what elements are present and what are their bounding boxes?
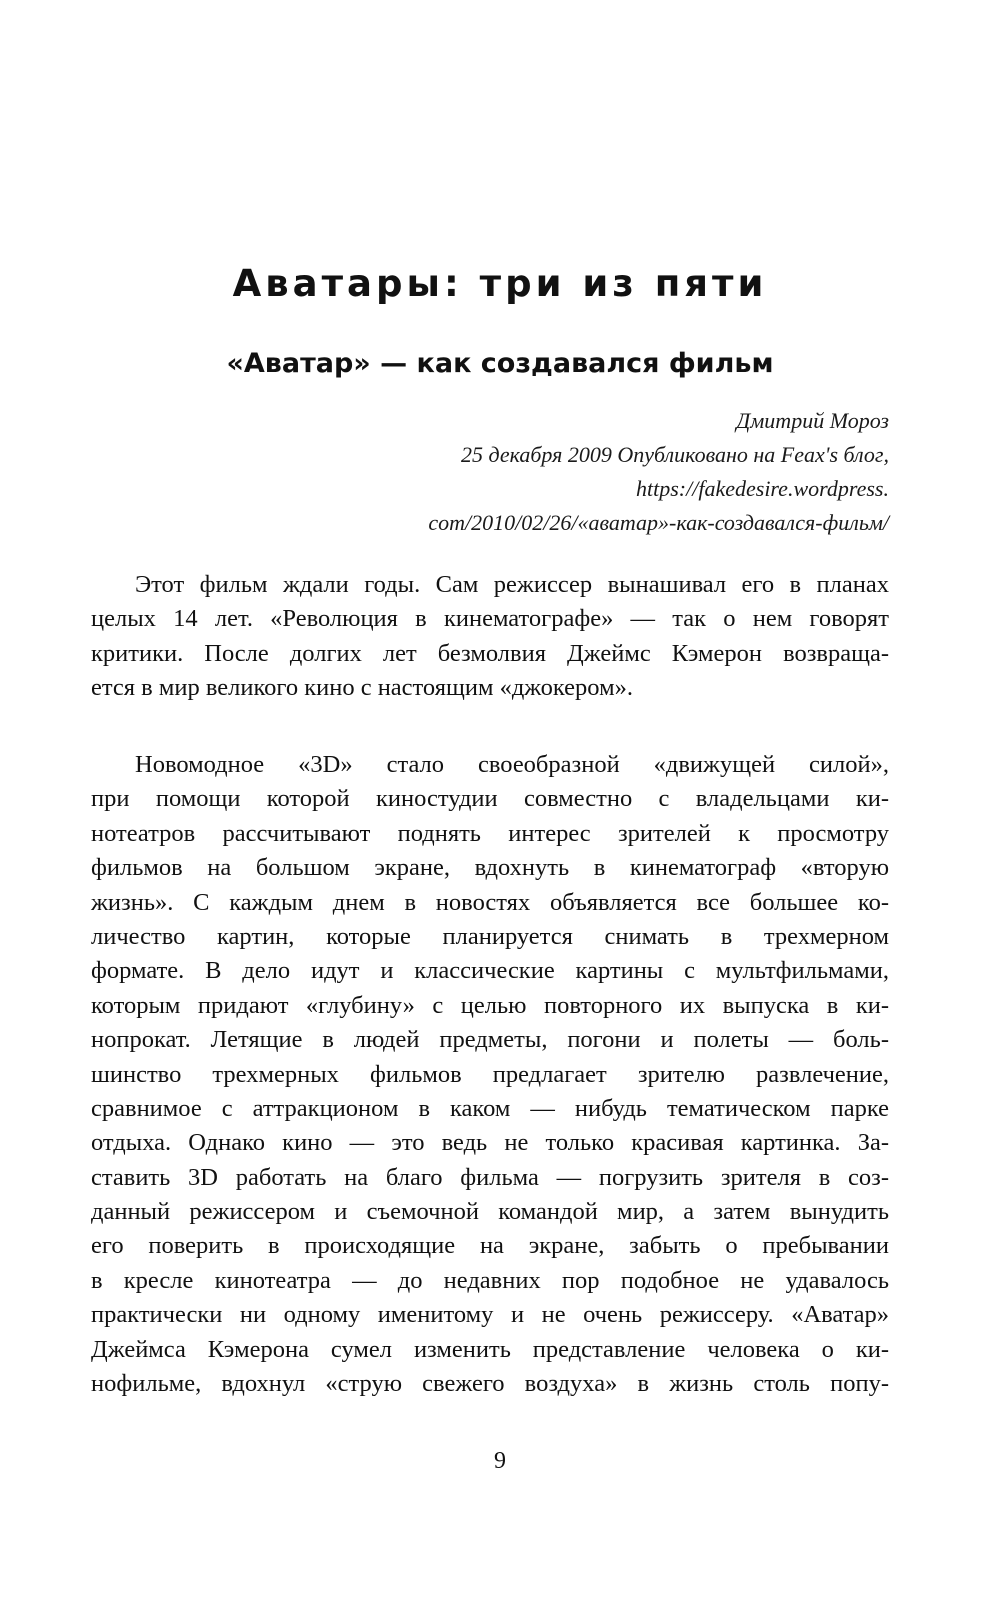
text-line: жизнь». С каждым днем в новостях объявляется все большее ко- xyxy=(91,888,889,916)
text-line: при помощи которой киностудии совместно с владельцами ки- xyxy=(91,785,889,813)
text-line: сравнимое с аттракционом в каком — нибудь тематическом парке xyxy=(91,1094,889,1122)
paragraph-2 xyxy=(91,748,889,1401)
section-title: «Аватар» — как создавался фильм xyxy=(226,348,774,379)
author-name: Дмитрий Мороз xyxy=(736,408,889,433)
text-line: отдыха. Однако кино — это ведь не только красивая картинка. За- xyxy=(91,1129,889,1157)
text-line: Этот фильм ждали годы. Сам режиссер вынашивал его в планах xyxy=(135,571,889,598)
text-line: Новомодное «3D» стало своеобразной «движущей силой», xyxy=(135,751,889,778)
text-line: шинство трехмерных фильмов предлагает зрителю развлечение, xyxy=(91,1060,889,1088)
text-line: ставить 3D работать на благо фильма — погрузить зрителя в соз- xyxy=(91,1163,889,1191)
byline xyxy=(189,404,889,540)
text-line: целых 14 лет. «Революция в кинематографе» — так о нем говорят xyxy=(91,605,889,633)
source-url-line-2: com/2010/02/26/«аватар»-как-создавался-фильм/ xyxy=(428,510,889,535)
chapter-title: Аватары: три из пяти xyxy=(232,262,768,305)
text-line: в кресле кинотеатра — до недавних пор подобное не удавалось xyxy=(91,1266,889,1294)
publication-info: 25 декабря 2009 Опубликовано на Feax's блог, xyxy=(460,442,889,467)
text-line: нотеатров рассчитывают поднять интерес зрителей к просмотру xyxy=(91,819,889,847)
paragraph-1 xyxy=(91,568,889,706)
text-line: его поверить в происходящие на экране, забыть о пребывании xyxy=(91,1232,889,1260)
text-line: нофильме, вдохнул «струю свежего воздуха» в жизнь столь попу- xyxy=(91,1370,889,1398)
text-line: личество картин, которые планируется снимать в трехмерном xyxy=(91,922,889,950)
text-line: формате. В дело идут и классические картины с мультфильмами, xyxy=(91,957,889,985)
text-line: ется в мир великого кино с настоящим «джокером». xyxy=(91,674,633,702)
text-line: фильмов на большом экране, вдохнуть в кинематограф «вторую xyxy=(91,854,889,882)
text-line: критики. После долгих лет безмолвия Джеймс Кэмерон возвраща- xyxy=(91,639,889,667)
page-number: 9 xyxy=(494,1448,506,1474)
text-line: практически ни одному именитому и не очень режиссеру. «Аватар» xyxy=(91,1301,889,1329)
text-line: нопрокат. Летящие в людей предметы, погони и полеты — боль- xyxy=(91,1026,889,1054)
text-line: данный режиссером и съемочной командой мир, а затем вынудить xyxy=(91,1198,889,1226)
text-line: Джеймса Кэмерона сумел изменить представление человека о ки- xyxy=(91,1335,889,1363)
text-line: которым придают «глубину» с целью повторного их выпуска в ки- xyxy=(91,991,889,1019)
source-url-line-1: https://fakedesire.wordpress. xyxy=(636,476,889,501)
